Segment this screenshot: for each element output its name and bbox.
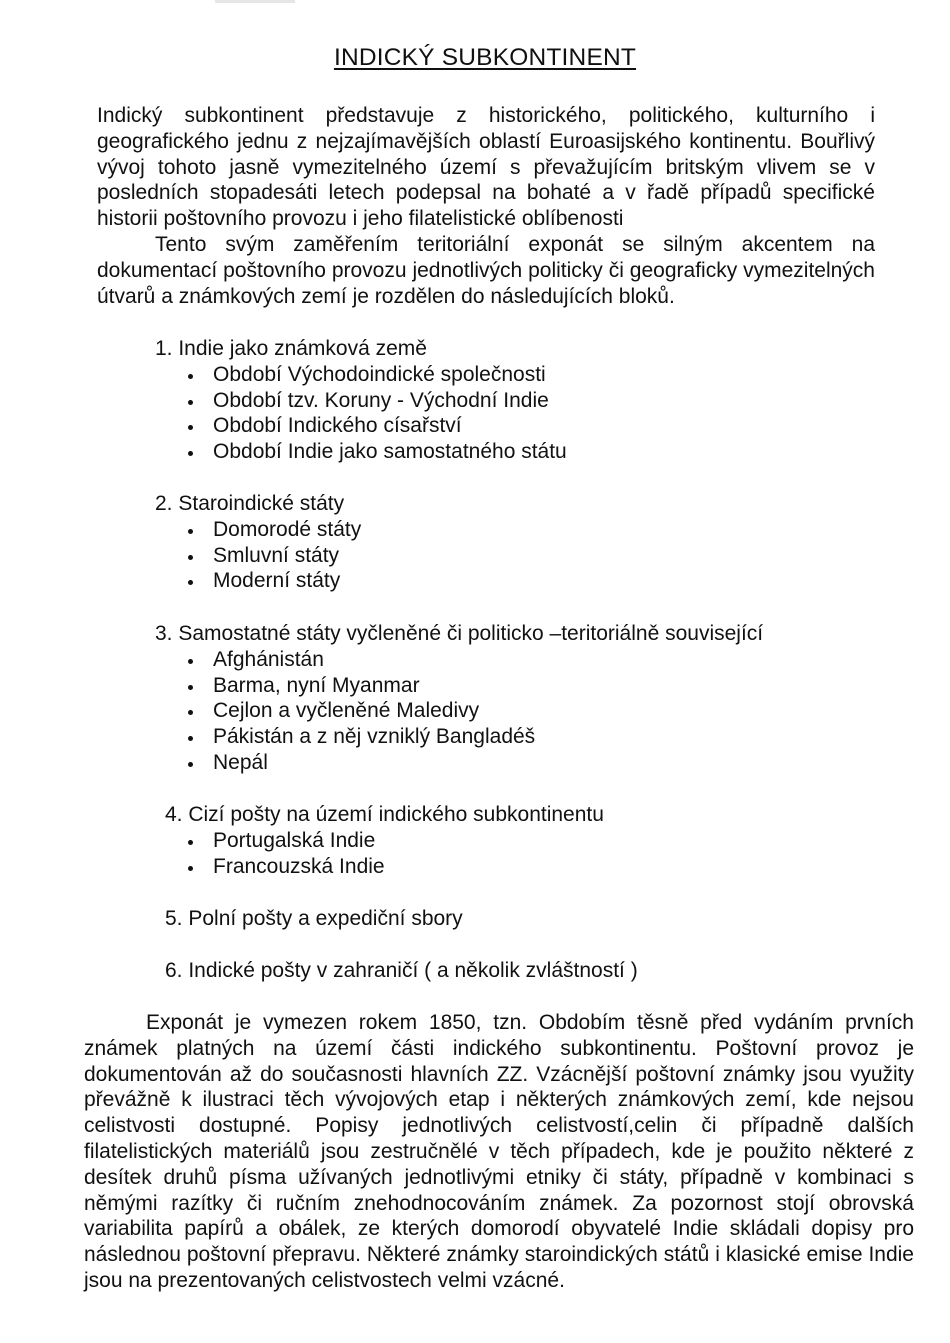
bullet-icon [188, 400, 193, 405]
bullet-icon [188, 710, 193, 715]
section-list [185, 362, 567, 465]
section-heading: 4. Cizí pošty na území indického subkontinentu [165, 803, 604, 826]
list-item: Smluvní státy [185, 543, 361, 569]
section-heading: 3. Samostatné státy vyčleněné či politicko –teritoriálně související [155, 622, 764, 645]
bullet-icon [188, 659, 193, 664]
section-block-6 [165, 958, 638, 984]
page-title: INDICKÝ SUBKONTINENT [333, 44, 637, 71]
list-item: Moderní státy [185, 568, 361, 594]
bullet-icon [188, 840, 193, 845]
section-list [185, 517, 361, 594]
bullet-icon [188, 425, 193, 430]
section-list [185, 647, 763, 776]
section-block-1 [155, 336, 567, 465]
section-block-2 [155, 491, 361, 594]
list-item: Nepál [185, 750, 763, 776]
bullet-icon [188, 529, 193, 534]
bullet-icon [188, 580, 193, 585]
scan-artifact [215, 0, 295, 3]
list-item: Cejlon a vyčleněné Maledivy [185, 698, 763, 724]
intro-paragraph-2: Tento svým zaměřením teritoriální exponát se silným akcentem na dokumentací poštovního provozu jednotlivých politicky či geograficky vymezitelných útvarů a známkových zemí je rozdělen do následujících bloků. [97, 232, 875, 308]
list-item: Období Indie jako samostatného státu [185, 439, 567, 465]
list-item: Domorodé státy [185, 517, 361, 543]
bullet-icon [188, 374, 193, 379]
bullet-icon [188, 685, 193, 690]
list-item: Období Východoindické společnosti [185, 362, 567, 388]
bullet-icon [188, 736, 193, 741]
intro-text [97, 103, 875, 309]
list-item: Afghánistán [185, 647, 763, 673]
section-heading: 2. Staroindické státy [155, 492, 345, 515]
list-item: Francouzská Indie [185, 854, 604, 880]
section-block-3 [155, 621, 763, 776]
list-item: Portugalská Indie [185, 828, 604, 854]
bullet-icon [188, 866, 193, 871]
section-list [185, 828, 604, 880]
bullet-icon [188, 451, 193, 456]
intro-paragraph-1: Indický subkontinent představuje z historického, politického, kulturního i geografického jednu z nejzajímavějších oblastí Euroasijského kontinentu. Bouřlivý vývoj tohoto jasně vymezitelného území s převažujícím britským vlivem se v posledních stopadesáti letech podepsal na bohaté a v řadě případů specifické historii poštovního provozu i jeho filatelistické oblíbenosti [97, 104, 875, 231]
bullet-icon [188, 555, 193, 560]
section-heading: 5. Polní pošty a expediční sbory [165, 907, 463, 930]
bullet-icon [188, 762, 193, 767]
section-block-5 [165, 906, 463, 932]
section-heading: 1. Indie jako známková země [155, 337, 427, 360]
closing-text [84, 1010, 914, 1294]
list-item: Pákistán a z něj vzniklý Bangladéš [185, 724, 763, 750]
list-item: Období tzv. Koruny - Východní Indie [185, 388, 567, 414]
list-item: Barma, nyní Myanmar [185, 673, 763, 699]
section-block-4 [165, 802, 604, 879]
section-heading: 6. Indické pošty v zahraničí ( a několik zvláštností ) [165, 959, 638, 982]
closing-paragraph: Exponát je vymezen rokem 1850, tzn. Obdobím těsně před vydáním prvních známek platných na území části indického subkontinentu. Poštovní provoz je dokumentován až do současnosti hlavních ZZ. Vzácnější poštovní známky jsou využity převážně k ilustraci těch vývojových etap i některých známkových zemí, kde nejsou celistvosti dostupné. Popisy jednotlivých celistvostí,celin či případně dalších filatelistických materiálů jsou zestručnělé v těch případech, kde je použito některé z desítek druhů písma užívaných jednotlivými etniky či státy, případně v kombinaci s němými razítky či ručním znehodnocováním známek. Za pozornost stojí obrovská variabilita papírů a obálek, ze kterých domorodí obyvatelé Indie skládali dopisy pro následnou poštovní přepravu. Některé známky staroindických států i klasické emise Indie jsou na prezentovaných celistvostech velmi vzácné. [84, 1011, 914, 1292]
list-item: Období Indického císařství [185, 413, 567, 439]
